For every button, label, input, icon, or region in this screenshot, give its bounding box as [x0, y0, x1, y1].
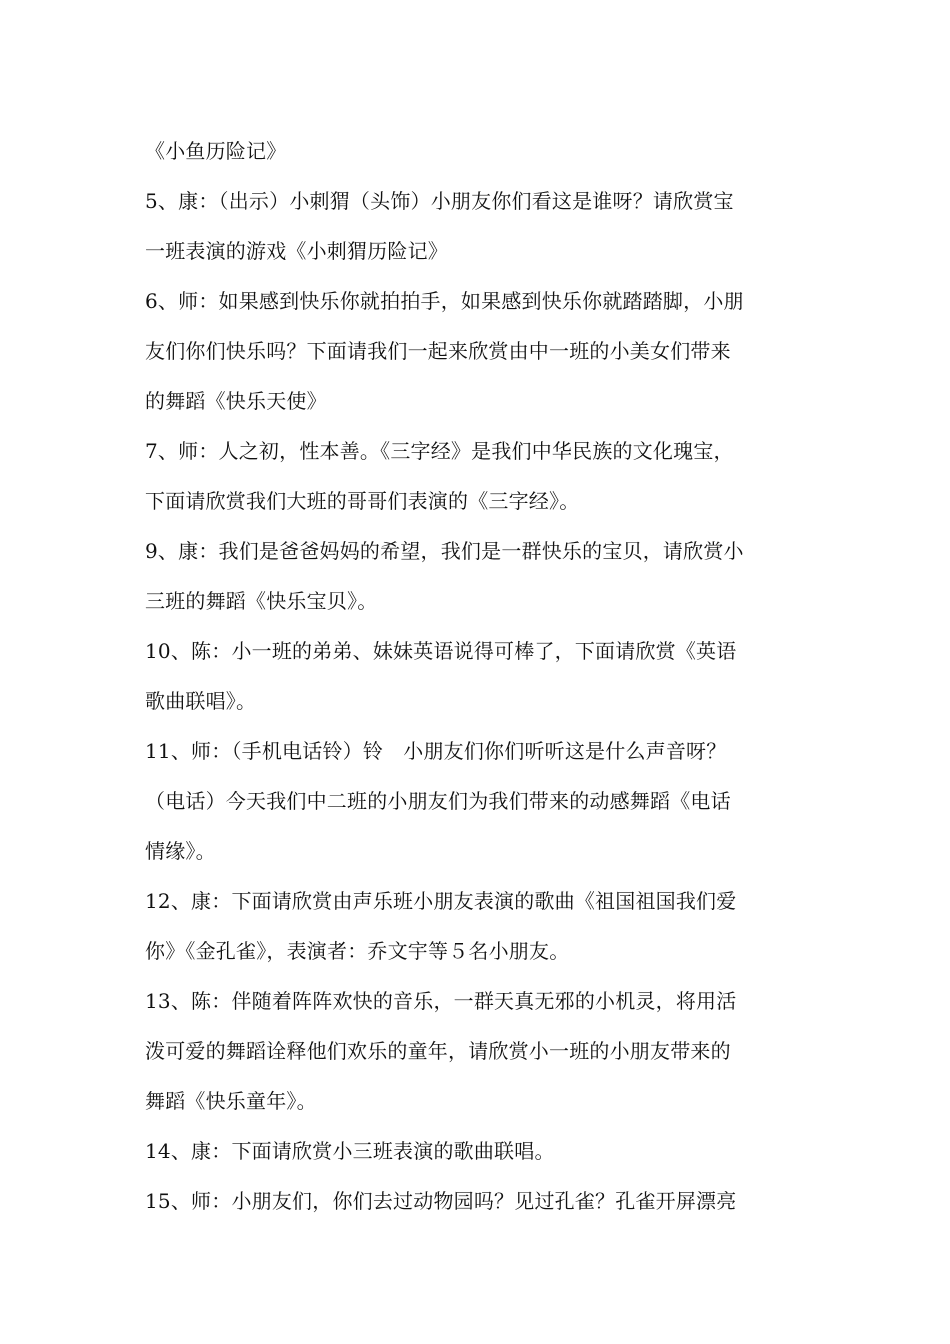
text-line: 你》《金孔雀》，表演者：乔文宇等５名小朋友。 [145, 939, 570, 963]
text-line: 情缘》。 [145, 839, 216, 863]
text-line: 10、陈：小一班的弟弟、妹妹英语说得可棒了，下面请欣赏《英语 [145, 639, 737, 663]
text-line: 下面请欣赏我们大班的哥哥们表演的《三字经》。 [145, 489, 580, 513]
text-line: 的舞蹈《快乐天使》 [145, 389, 327, 413]
text-line: 12、康：下面请欣赏由声乐班小朋友表演的歌曲《祖国祖国我们爱 [145, 889, 737, 913]
text-line: 11、师：（手机电话铃）铃 小朋友们你们听听这是什么声音呀？ [145, 739, 727, 763]
text-line: 歌曲联唱》。 [145, 689, 257, 713]
text-line: 6、师：如果感到快乐你就拍拍手，如果感到快乐你就踏踏脚，小朋 [145, 289, 744, 313]
text-line: 14、康：下面请欣赏小三班表演的歌曲联唱。 [145, 1139, 555, 1163]
text-line: 一班表演的游戏《小刺猬历险记》 [145, 239, 448, 263]
text-line: 7、师：人之初，性本善。《三字经》是我们中华民族的文化瑰宝， [145, 439, 734, 463]
text-line: 13、陈：伴随着阵阵欢快的音乐，一群天真无邪的小机灵，将用活 [145, 989, 737, 1013]
document-body [145, 131, 813, 1231]
text-line: 5、康：（出示）小刺猬（头饰）小朋友你们看这是谁呀？请欣赏宝 [145, 189, 734, 213]
text-line: 舞蹈《快乐童年》。 [145, 1089, 317, 1113]
text-line: 《小鱼历险记》 [145, 139, 287, 163]
text-line: 三班的舞蹈《快乐宝贝》。 [145, 589, 378, 613]
text-line: （电话）今天我们中二班的小朋友们为我们带来的动感舞蹈《电话 [145, 789, 731, 813]
text-line: 泼可爱的舞蹈诠释他们欢乐的童年，请欣赏小一班的小朋友带来的 [145, 1039, 731, 1063]
text-line: 15、师：小朋友们，你们去过动物园吗？见过孔雀？孔雀开屏漂亮 [145, 1189, 737, 1213]
text-line: 9、康：我们是爸爸妈妈的希望，我们是一群快乐的宝贝，请欣赏小 [145, 539, 744, 563]
text-line: 友们你们快乐吗？下面请我们一起来欣赏由中一班的小美女们带来 [145, 339, 731, 363]
